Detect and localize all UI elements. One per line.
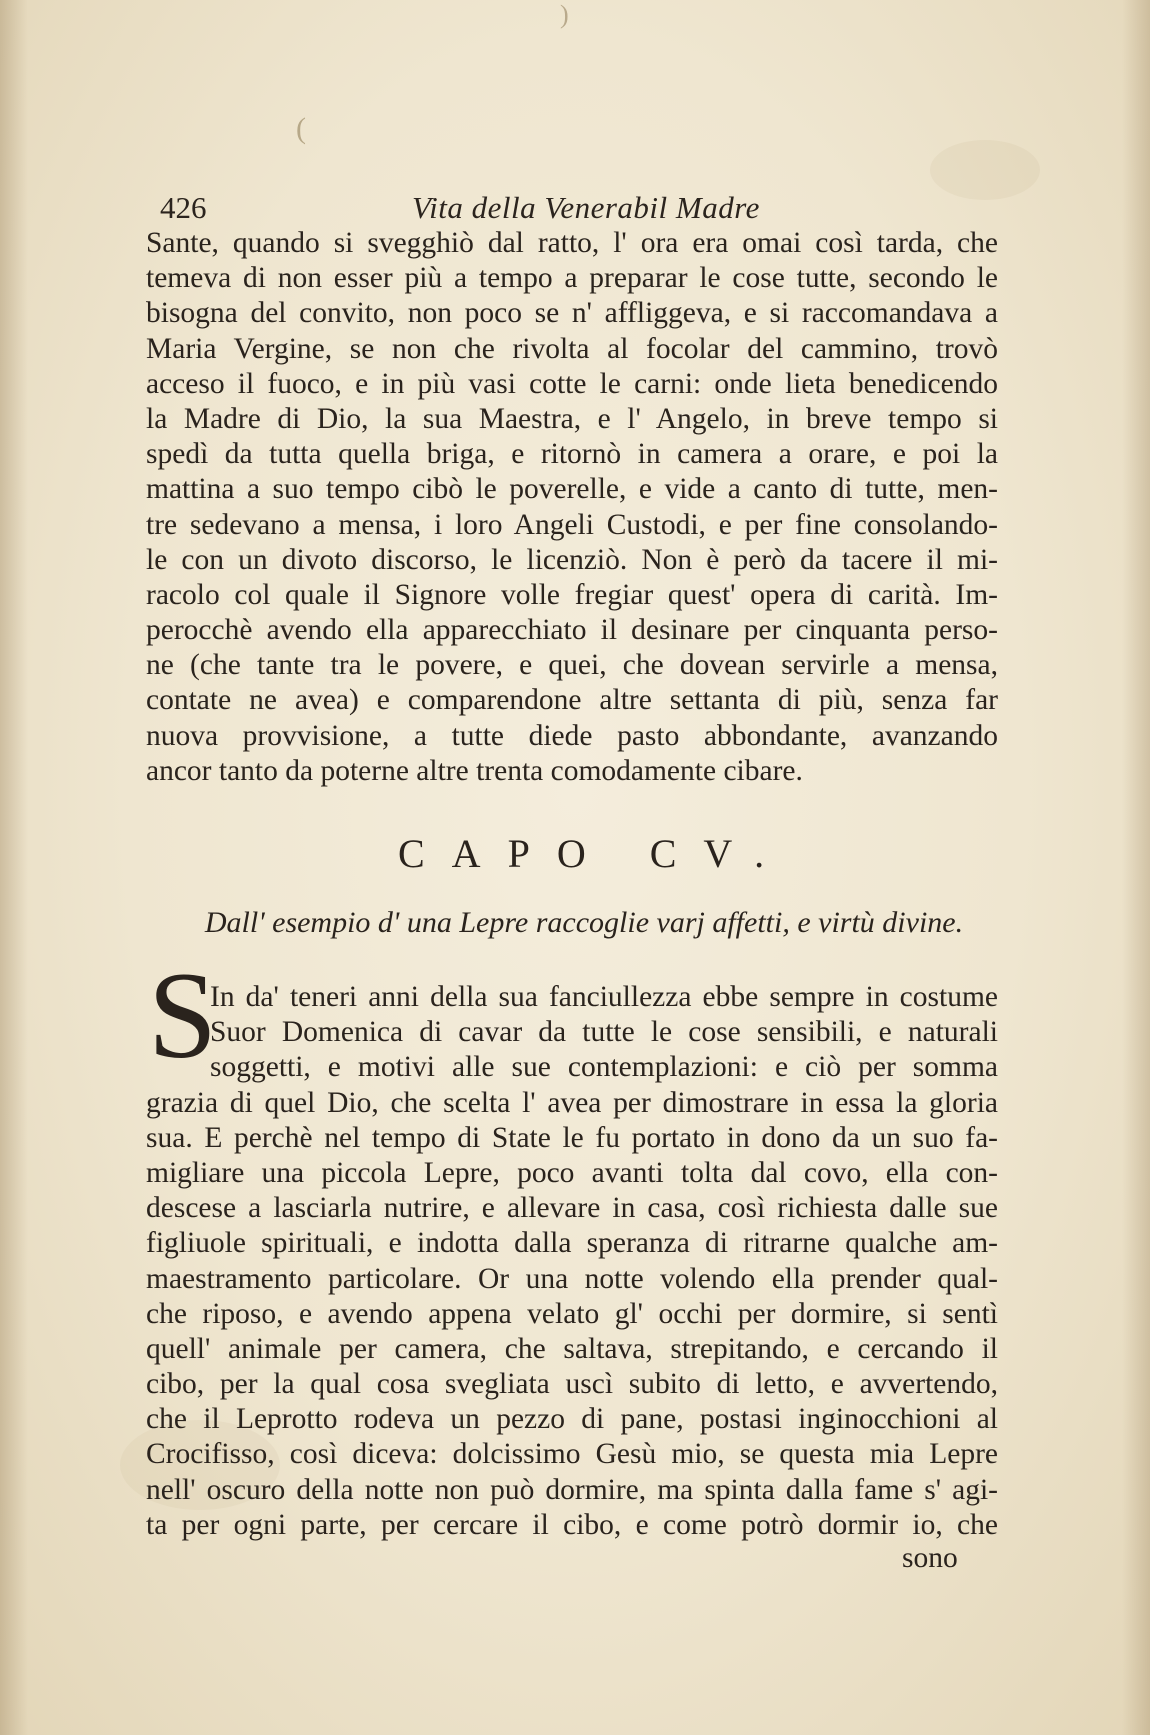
text-line: che il Leprotto rodeva un pezzo di pane, postasi inginocchioni al [146,1403,998,1436]
text-line: spedì da tutta quella briga, e ritornò in camera a orare, e poi la [146,438,998,471]
page-header [160,190,780,230]
text-line: Suor Domenica di cavar da tutte le cose sensibili, e naturali [210,1016,998,1049]
text-line: figliuole spirituali, e indotta dalla speranza di ritrarne qualche am- [146,1227,998,1260]
text-line: acceso il fuoco, e in più vasi cotte le carni: onde lieta benedicendo [146,367,998,400]
text-line: che riposo, e avendo appena velato gl' occhi per dormire, si sentì [146,1297,998,1330]
stray-mark-glyph: ( [296,112,306,145]
left-edge-shadow [0,0,28,1735]
catchword: sono [902,1542,958,1574]
text-line: perocchè avendo ella apparecchiato il desinare per cinquanta perso- [146,614,998,647]
text-line: mattina a suo tempo cibò le poverelle, e vide a canto di tutte, men- [146,473,998,506]
text-line: quell' animale per camera, che saltava, strepitando, e cercando il [146,1332,998,1365]
text-line: ne (che tante tra le povere, e quei, che dovean servirle a mensa, [146,649,998,682]
text-line: nell' oscuro della notte non può dormire, ma spinta dalla fame s' agi- [146,1473,998,1506]
running-title: Vita della Venerabil Madre [412,190,760,225]
text-line: racolo col quale il Signore volle fregiar quest' opera di carità. Im- [146,578,998,611]
text-line: contate ne avea) e comparendone altre settanta di più, senza far [146,684,998,717]
paragraph-1 [146,226,998,789]
text-line: ta per ogni parte, per cercare il cibo, e come potrò dormir io, che [146,1508,998,1541]
text-line: Maria Vergine, se non che rivolta al focolar del cammino, trovò [146,332,998,365]
text-line: temeva di non esser più a tempo a preparar le cose tutte, secondo le [146,262,998,295]
page-number: 426 [160,190,207,225]
text-line: maestramento particolare. Or una notte volendo ella prender qual- [146,1262,998,1295]
chapter-subtitle: Dall' esempio d' una Lepre raccoglie varj affetti, e virtù divine. [204,906,964,939]
text-line: descese a lasciarla nutrire, e allevare in casa, così richiesta dalle sue [146,1192,998,1225]
text-line: tre sedevano a mensa, i loro Angeli Custodi, e per fine consolando- [146,508,998,541]
chapter-heading: CAPO CV. [398,831,792,876]
text-line: soggetti, e motivi alle sue contemplazioni: e ciò per somma [210,1051,998,1084]
text-line: nuova provvisione, a tutte diede pasto abbondante, avanzando [146,719,998,752]
paper-stain [930,140,1040,200]
paragraph-2 [146,980,998,1543]
right-edge-shadow [1122,0,1150,1735]
text-line: sua. E perchè nel tempo di State le fu portato in dono da un suo fa- [146,1121,998,1154]
text-line: migliare una piccola Lepre, poco avanti tolta dal covo, ella con- [146,1156,998,1189]
text-line: grazia di quel Dio, che scelta l' avea per dimostrare in essa la gloria [146,1086,998,1119]
text-line: bisogna del convito, non poco se n' affliggeva, e si raccomandava a [146,297,998,330]
text-line: le con un divoto discorso, le licenziò. Non è però da tacere il mi- [146,543,998,576]
text-line: In da' teneri anni della sua fanciullezza ebbe sempre in costume [210,981,998,1013]
text-line: Crocifisso, così diceva: dolcissimo Gesù mio, se questa mia Lepre [146,1438,998,1471]
text-line: Sante, quando si svegghiò dal ratto, l' ora era omai così tarda, che [146,227,998,259]
text-line: cibo, per la qual cosa svegliata uscì subito di letto, e avvertendo, [146,1368,998,1401]
drop-cap: S [148,947,217,1084]
top-mark-glyph: ) [560,0,569,29]
text-line: la Madre di Dio, la sua Maestra, e l' Angelo, in breve tempo si [146,402,998,435]
text-line: ancor tanto da poterne altre trenta comodamente cibare. [146,754,803,787]
